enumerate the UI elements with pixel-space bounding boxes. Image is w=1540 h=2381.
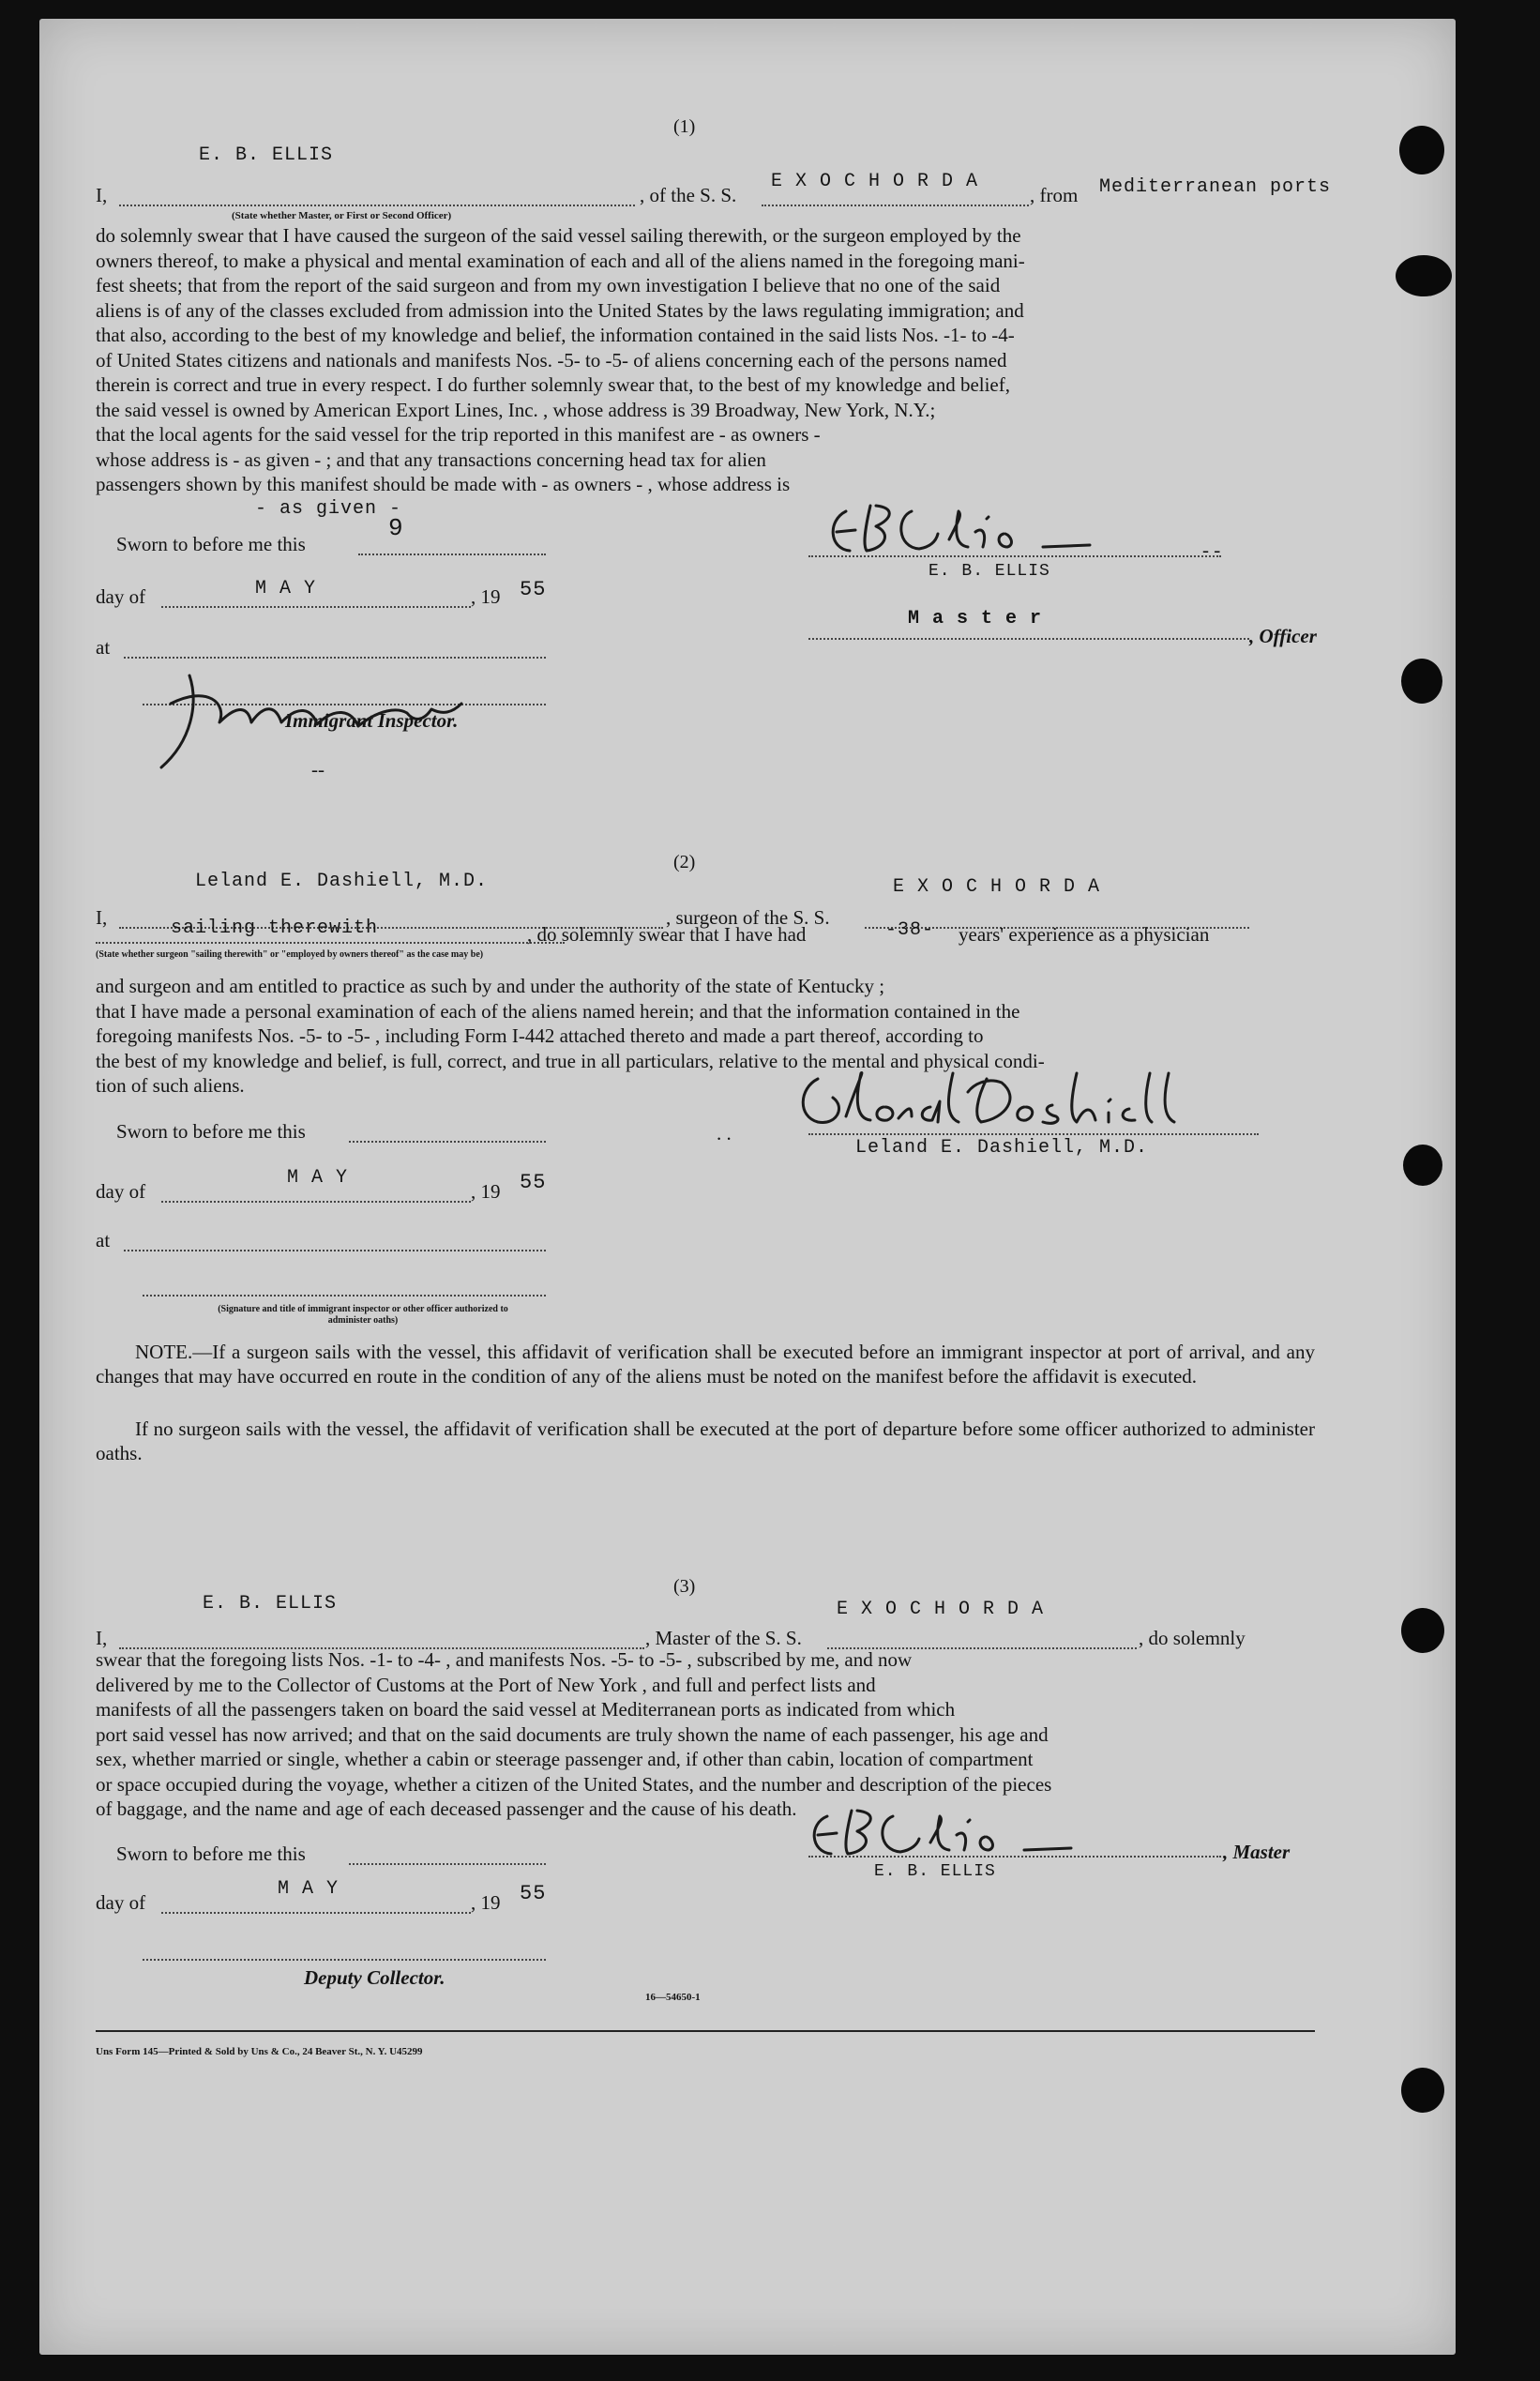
sec2-paragraph: and surgeon and am entitled to practice as such by and under the authority of the state of Kentucky ; that I have made a personal examination of each of the aliens named herein; and that the information contained in the foregoing manifests Nos. -5- to -5- , including Form I-442 attached thereto and made a part thereof, according to the best of my knowledge and belief, is full, correct, and true in all particulars, relative to the mental and physical condi- tion of such aliens.	[96, 975, 1045, 1097]
sec1-of-ss: , of the S. S.	[640, 184, 737, 206]
sec2-at: at	[96, 1229, 111, 1251]
sec3-master-of: , Master of the S. S.	[645, 1627, 802, 1649]
binder-hole	[1401, 1608, 1444, 1653]
sec2-signer: Leland E. Dashiell, M.D.	[855, 1137, 1149, 1159]
sec1-ship: E X O C H O R D A	[771, 171, 979, 192]
sec2-sig-marks: . .	[717, 1122, 732, 1145]
sec1-name: E. B. ELLIS	[199, 144, 334, 166]
sec2-name: Leland E. Dashiell, M.D.	[195, 871, 489, 892]
sec1-sworn-day: 9	[388, 514, 404, 542]
sec1-dash: --	[311, 758, 325, 781]
sec1-month: M A Y	[255, 578, 317, 599]
sec2-sworn: Sworn to before me this	[116, 1120, 306, 1143]
sec1-year-prefix: , 19	[471, 585, 501, 608]
sec1-month-line	[161, 606, 471, 608]
sec1-signature-line	[808, 555, 1221, 557]
sec2-years-tail: years' experience as a physician	[959, 923, 1210, 946]
sec3-collector-line	[143, 1959, 546, 1961]
sec2-i: I,	[96, 906, 108, 929]
binder-hole	[1401, 2068, 1444, 2113]
sec3-ship: E X O C H O R D A	[837, 1599, 1045, 1620]
sec1-title: M a s t e r	[908, 608, 1043, 629]
sec2-years: -38-	[885, 919, 935, 941]
sec3-name: E. B. ELLIS	[203, 1593, 338, 1615]
sec2-sailing-line	[96, 942, 565, 944]
sec2-sig-hint: (Signature and title of immigrant inspector or other officer authorized to administer oaths)	[218, 1304, 508, 1326]
inspector-signature	[133, 647, 574, 788]
sec2-month: M A Y	[287, 1167, 349, 1189]
footer-printer: Uns Form 145—Printed & Sold by Uns & Co., 24 Beaver St., N. Y. U45299	[96, 2046, 423, 2057]
sec2-inspector-line	[143, 1295, 546, 1297]
sec2-month-line	[161, 1201, 471, 1203]
section-3-number: (3)	[673, 1576, 696, 1597]
note-paragraph-1: NOTE.—If a surgeon sails with the vessel, this affidavit of verification shall be executed before an immigrant inspector at port of arrival, and any changes that may have occurred en route in the condition of any of the aliens must be noted on the manifest before the affidavit is executed.	[96, 1341, 1315, 1388]
sec2-year-prefix: , 19	[471, 1180, 501, 1203]
sec3-year: 55	[520, 1882, 547, 1905]
binder-hole	[1401, 659, 1442, 704]
sec1-from: , from	[1030, 184, 1079, 206]
footer-rule	[96, 2030, 1315, 2032]
sec1-state-hint: (State whether Master, or First or Second Officer)	[232, 210, 452, 221]
sec3-collector: Deputy Collector.	[304, 1966, 445, 1989]
sec3-master: , Master	[1223, 1841, 1291, 1863]
surgeon-signature	[780, 1060, 1306, 1145]
sec1-year: 55	[520, 578, 547, 601]
sec3-sworn-line	[349, 1863, 546, 1865]
sec3-form-no: 16—54650-1	[645, 1992, 701, 2003]
sec3-month-line	[161, 1912, 471, 1914]
sec1-ship-line	[762, 205, 1029, 206]
sec3-day-of: day of	[96, 1891, 146, 1914]
sec2-ship: E X O C H O R D A	[893, 876, 1101, 898]
section-2-number: (2)	[673, 852, 696, 872]
sec3-signature-line	[808, 1856, 1221, 1858]
binder-hole	[1396, 255, 1452, 296]
sec1-sworn: Sworn to before me this	[116, 533, 306, 555]
sec3-sworn: Sworn to before me this	[116, 1843, 306, 1865]
section-1-number: (1)	[673, 116, 696, 137]
sec2-year: 55	[520, 1171, 547, 1194]
sec2-signature-line	[808, 1133, 1259, 1135]
sec1-i: I,	[96, 184, 108, 206]
note-paragraph-2: If no surgeon sails with the vessel, the affidavit of verification shall be executed at the port of departure before some officer authorized to administer oaths.	[96, 1418, 1315, 1464]
sec2-sworn-line	[349, 1141, 546, 1143]
sec1-signer: E. B. ELLIS	[929, 562, 1050, 581]
sec2-day-of: day of	[96, 1180, 146, 1203]
sec1-title-line	[808, 638, 1249, 640]
sec2-swear: , do solemnly swear that I have had	[527, 923, 807, 946]
sec3-month: M A Y	[278, 1878, 340, 1900]
sec2-surgeon-of: , surgeon of the S. S.	[666, 906, 830, 929]
sec1-name-line	[119, 205, 635, 206]
sec3-do-solemnly: , do solemnly	[1139, 1627, 1246, 1649]
sec2-sailing: sailing therewith	[171, 918, 379, 939]
sec2-at-line	[124, 1250, 546, 1251]
manifest-affidavit-page	[39, 19, 1456, 2355]
sec3-i: I,	[96, 1627, 108, 1649]
sec1-inspector: Immigrant Inspector.	[285, 709, 459, 732]
sec1-at: at	[96, 636, 111, 659]
sec3-year-prefix: , 19	[471, 1891, 501, 1914]
binder-hole	[1399, 126, 1444, 174]
sec1-ports: Mediterranean ports	[1099, 176, 1332, 198]
sec1-paragraph: do solemnly swear that I have caused the surgeon of the said vessel sailing therewith, or the surgeon employed by the owners thereof, to make a physical and mental examination of each and all of the aliens named in the foregoing mani- fest sheets; that from the report of the said surgeon and from my own investigation I believe that no one of the said aliens is of any of the classes excluded from admission into the United States by the laws regulating immigration; and that also, according to the best of my knowledge and belief, the information contained in the said lists Nos. -1- to -4- of United States citizens and nationals and manifests Nos. -5- to -5- of aliens concerning each of the persons named therein is correct and true in every respect. I do further solemnly swear that, to the best of my knowledge and belief, the said vessel is owned by American Export Lines, Inc. , whose address is 39 Broadway, New York, N.Y.; that the local agents for the said vessel for the trip reported in this manifest are - as owners - whose address is - as given - ; and that any transactions concerning head tax for alien passengers shown by this manifest should be made with - as owners - , whose address is - as given -	[96, 224, 1025, 520]
sec1-day-of: day of	[96, 585, 146, 608]
sec3-signer: E. B. ELLIS	[874, 1862, 996, 1881]
sec1-officer: , Officer	[1249, 625, 1317, 647]
sec2-hint: (State whether surgeon "sailing therewith" or "employed by owners thereof" as the case may be)	[96, 949, 484, 960]
sec1-sig-dash: - -	[1202, 538, 1221, 561]
binder-hole	[1403, 1145, 1442, 1186]
sec1-sworn-line	[358, 554, 546, 555]
sec3-paragraph: swear that the foregoing lists Nos. -1- to -4- , and manifests Nos. -5- to -5- , subscribed by me, and now delivered by me to the Collector of Customs at the Port of New York , and full and perfect lists and manifests of all the passengers taken on board the said vessel at Mediterranean ports as indicated from which port said vessel has now arrived; and that on the said documents are truly shown the name of each passenger, his age and sex, whether married or single, whether a cabin or steerage passenger and, if other than cabin, location of compartment or space occupied during the voyage, whether a citizen of the United States, and the number and description of the pieces of baggage, and the name and age of each deceased passenger and the cause of his death.	[96, 1648, 1052, 1820]
